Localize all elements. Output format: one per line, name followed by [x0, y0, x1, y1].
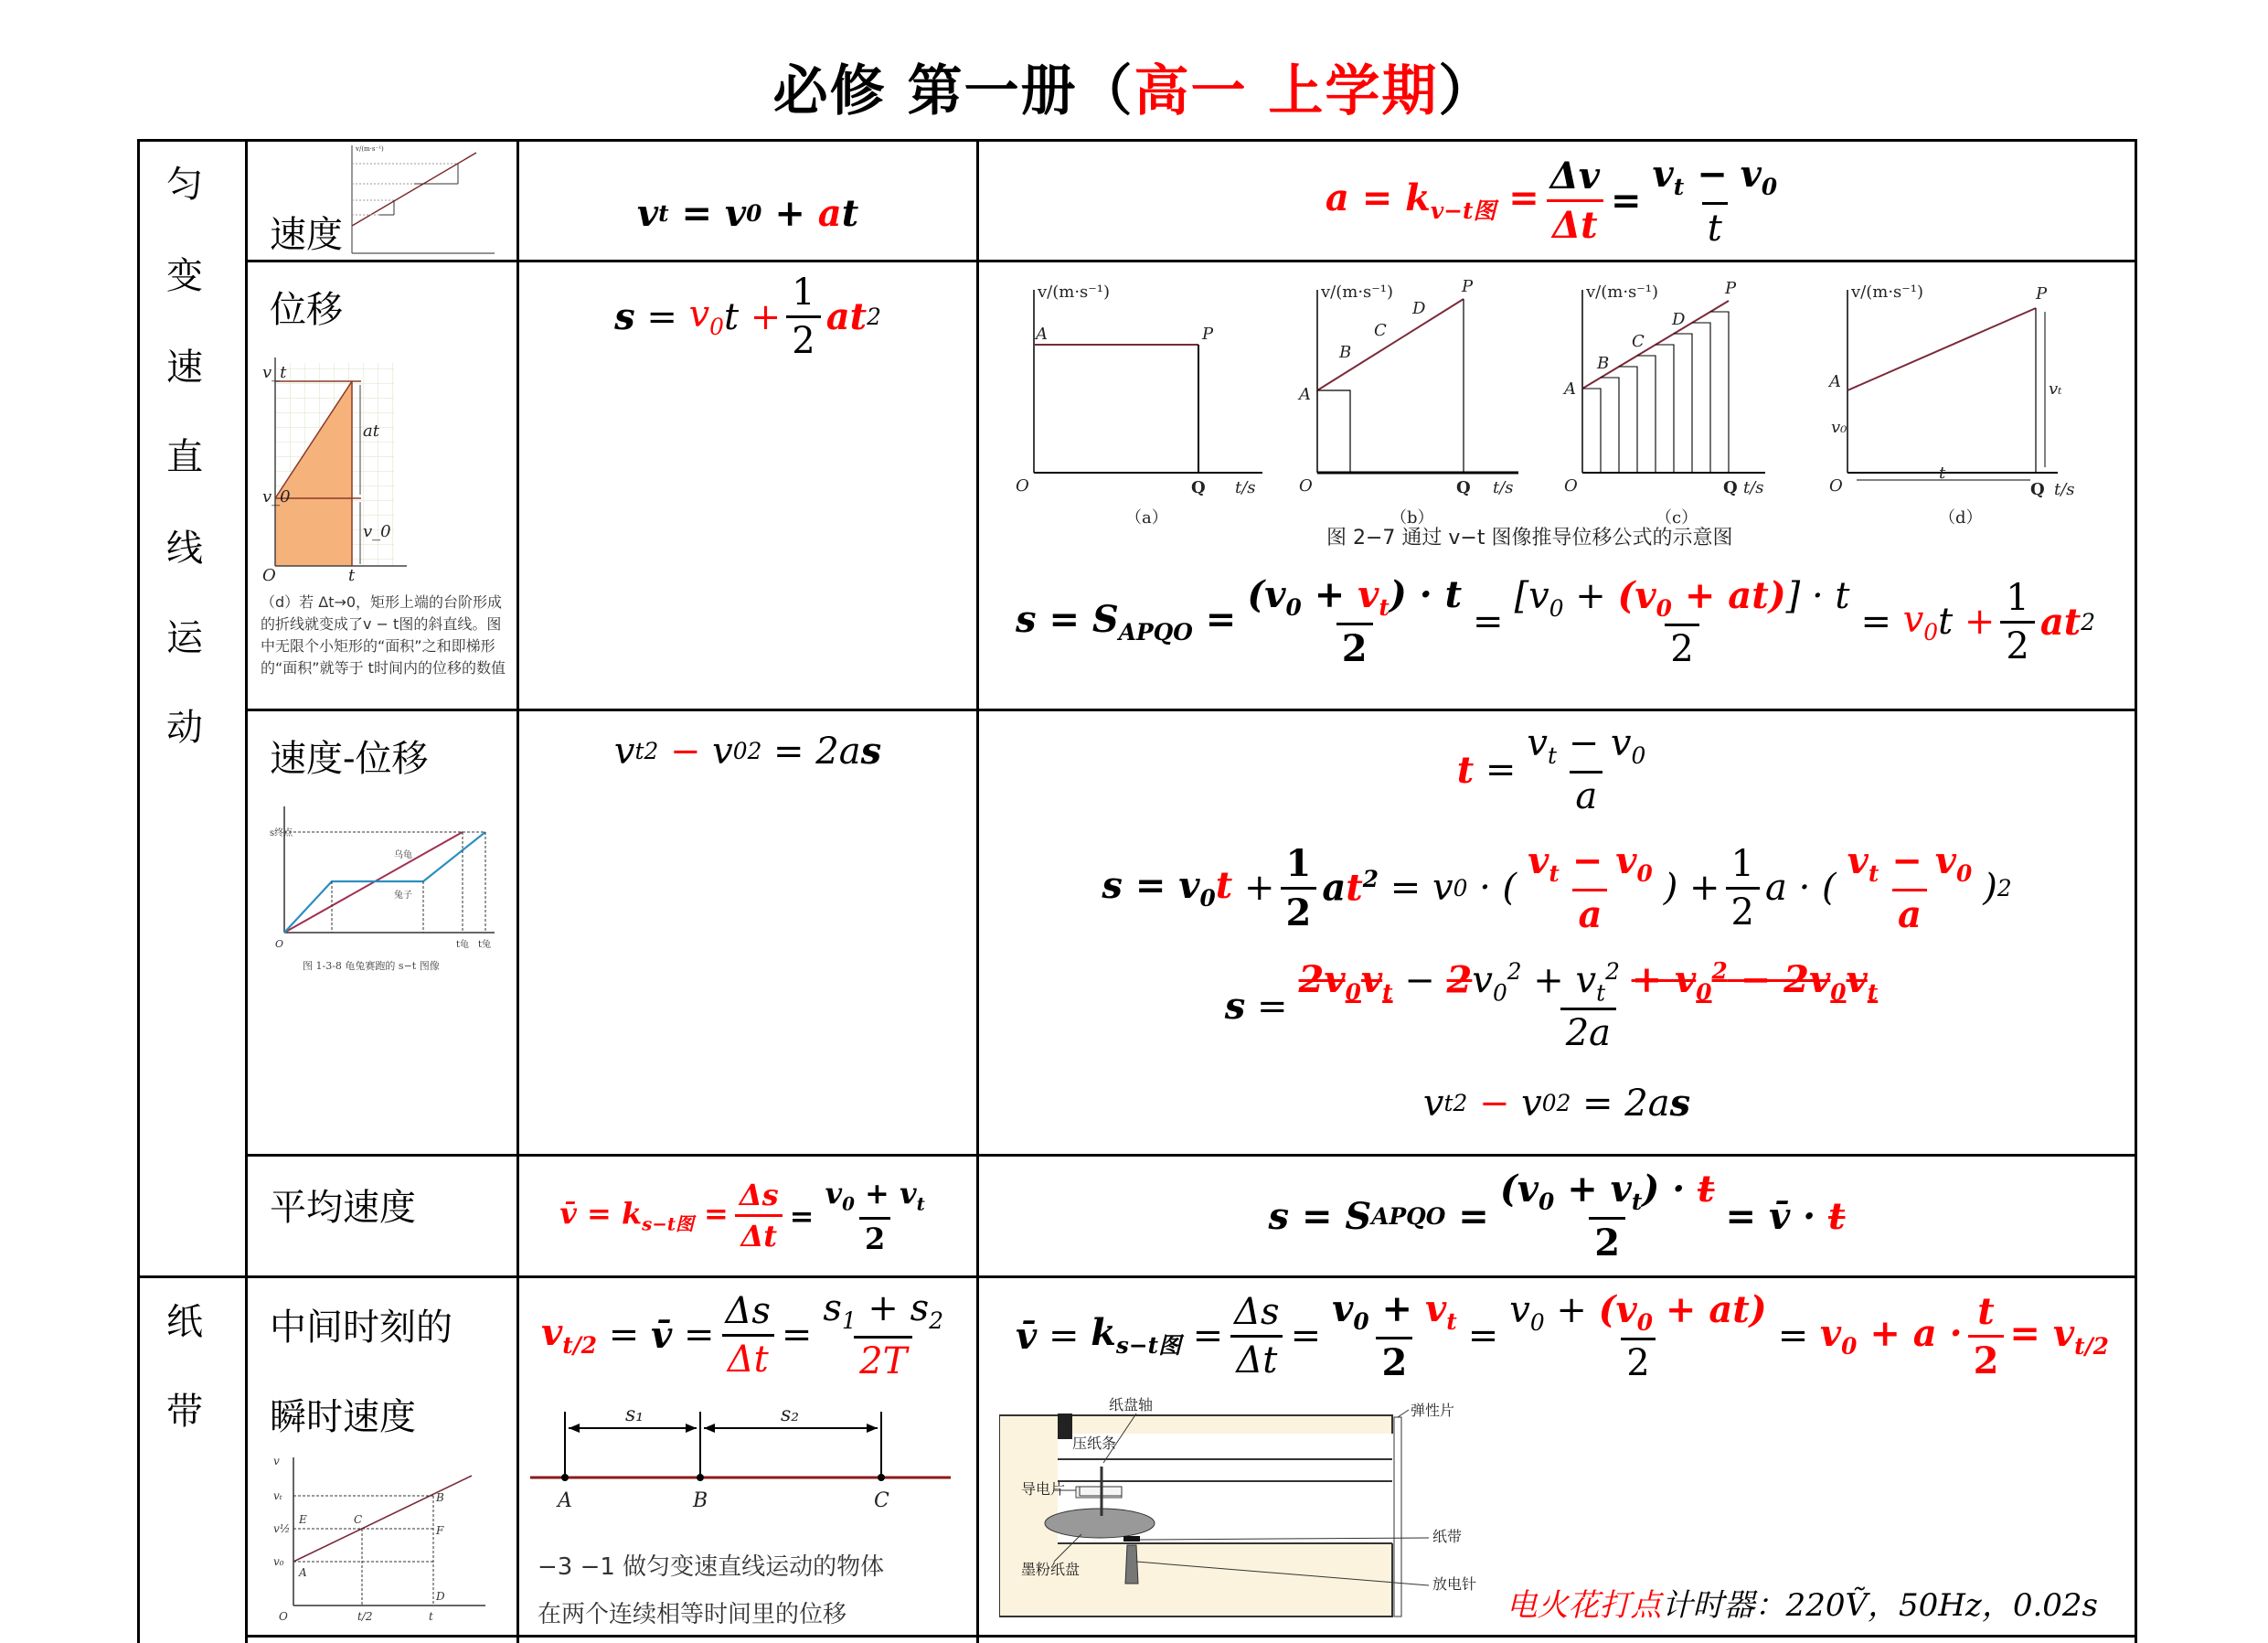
label-vt: v_t [262, 363, 287, 382]
midtime-vt-graph-figure [266, 1452, 504, 1635]
svg-text:A: A [558, 1489, 572, 1512]
svg-text:Q: Q [1191, 478, 1206, 497]
page-title [0, 48, 2268, 126]
svg-text:v₀: v₀ [273, 1555, 284, 1568]
svg-text:t/s: t/s [2054, 480, 2075, 499]
row-average-velocity-derivation [979, 1157, 2135, 1275]
svg-text:vₜ: vₜ [273, 1489, 282, 1502]
title-close: ） [1438, 59, 1496, 123]
formula-average-displacement: s = S APQO = $\frac{(v_0 + v_t) \cdot t}{2}$ = v̄ · t [1268, 1168, 1846, 1264]
label-conductor: 导电片 [1021, 1480, 1066, 1498]
svg-text:E: E [299, 1513, 307, 1526]
tape-caption-line1: −3 −1 做匀变速直线运动的物体 [538, 1553, 885, 1581]
row-velocity-displacement-derivation [979, 711, 2135, 1154]
formula-velocity-displacement: v t 2 − v 0 2 = 2a s [613, 730, 882, 773]
timer-note-red: 电火花打点 [1506, 1587, 1662, 1624]
table-border-right [2135, 139, 2137, 1643]
svg-text:t龟: t龟 [456, 940, 470, 950]
tortoise-hare-st-graph-figure [266, 803, 495, 976]
svg-text:A: A [1564, 379, 1576, 399]
svg-text:兔子: 兔子 [394, 891, 412, 901]
topic-label: 位移 [270, 289, 343, 331]
figure-caption: （d）若 Δt→0，矩形上端的台阶形成的折线就变成了v − t图的斜直线。图中无限个小矩形的“面积”之和即梯形的“面积”就等于 t时间内的位移的数值 [261, 593, 506, 677]
svg-text:（c）: （c） [1656, 508, 1698, 528]
svg-text:B: B [1597, 354, 1610, 373]
paper-tape-segments-figure [530, 1406, 969, 1516]
topic-label: 速度 [270, 214, 343, 256]
svg-text:v/(m·s⁻¹): v/(m·s⁻¹) [1321, 283, 1394, 302]
row-velocity-displacement-topic [248, 711, 516, 1154]
svg-text:C: C [1374, 321, 1387, 340]
svg-text:A: A [299, 1566, 307, 1579]
svg-text:Q: Q [1456, 478, 1471, 497]
section-char: 变 [166, 255, 203, 297]
topic-label: 平均速度 [270, 1187, 416, 1229]
svg-text:P: P [1202, 325, 1214, 344]
timer-note [1507, 1580, 2098, 1625]
svg-text:B: B [436, 1491, 444, 1504]
section-char: 线 [166, 528, 203, 570]
label-press: 压纸条 [1072, 1435, 1117, 1452]
formula-expansion: s = $\frac{2v_0v_t - 2v_0^2 + v_t^2 + v_0^2 - 2v_0v_t}{2a}$ [1224, 958, 1879, 1055]
vt-area-graph-figure [261, 354, 443, 582]
row-midtime-velocity-formula [519, 1278, 976, 1635]
svg-text:v½: v½ [273, 1522, 291, 1535]
section-char: 带 [166, 1391, 203, 1433]
svg-text:D: D [436, 1590, 445, 1603]
svg-text:图 1-3-8 龟兔赛跑的 s−t 图像: 图 1-3-8 龟兔赛跑的 s−t 图像 [303, 960, 440, 972]
svg-text:（b）: （b） [1390, 508, 1434, 528]
svg-text:Q: Q [2030, 480, 2045, 499]
title-red: 高一 上学期 [1134, 59, 1439, 123]
velocity-graph-figure [339, 142, 504, 259]
row-divider [245, 1635, 2137, 1638]
row-midtime-velocity-derivation [979, 1278, 2135, 1635]
topic-label-line1: 中间时刻的 [270, 1307, 453, 1349]
svg-text:Q: Q [1723, 478, 1738, 497]
svg-text:D: D [1672, 310, 1686, 329]
formula-time-elim: t = $\frac{v_t - v_0}{a}$ [1456, 722, 1646, 817]
label-v0: v_0 [262, 487, 291, 507]
svg-text:s₁: s₁ [625, 1406, 644, 1426]
svg-text:t/s: t/s [1493, 478, 1514, 497]
formula-acceleration-slope: $a = k_{v-t图}$ = $\frac{\Delta v}{\Delta t}$ = $\frac{v_t - v_0}{t}$ [1325, 152, 1778, 250]
svg-text:C: C [874, 1489, 889, 1512]
svg-text:v/(m·s⁻¹): v/(m·s⁻¹) [356, 145, 384, 153]
svg-text:O: O [1299, 476, 1313, 496]
panel-b [1297, 277, 1518, 528]
section-char: 速 [166, 347, 203, 389]
row-velocity-topic [248, 142, 516, 260]
svg-text:v/(m·s⁻¹): v/(m·s⁻¹) [1851, 283, 1924, 302]
svg-text:t兔: t兔 [478, 940, 492, 950]
row-velocity-formula [519, 142, 976, 260]
section-char: 动 [166, 707, 203, 749]
svg-text:v: v [273, 1455, 280, 1467]
row-average-velocity-topic [248, 1157, 516, 1275]
svg-text:O: O [279, 1610, 288, 1623]
svg-text:B: B [693, 1489, 708, 1512]
formula-average-velocity: v̄ = $k_{s-t图}$ = $\frac{\Delta s}{\Delta t}$ = $\frac{v_0 + v_t}{2}$ [559, 1176, 925, 1256]
formula-displacement: s = $v_0$ t + $\frac{1}{2}$ at 2 [614, 272, 881, 362]
svg-text:v/(m·s⁻¹): v/(m·s⁻¹) [1038, 283, 1111, 302]
section-char: 纸 [166, 1301, 203, 1343]
panel-d [1827, 283, 2075, 528]
row-midtime-velocity-topic [248, 1278, 516, 1635]
svg-text:A: A [1299, 385, 1311, 404]
svg-text:C: C [1632, 332, 1645, 351]
label-v0-seg: v_0 [363, 522, 391, 541]
row-displacement-formula [519, 262, 976, 709]
svg-text:（d）: （d） [1939, 508, 1983, 528]
svg-text:P: P [1725, 279, 1737, 298]
row-displacement-derivation [979, 262, 2135, 709]
svg-text:O: O [1564, 476, 1578, 496]
label-t: t [348, 566, 356, 582]
section-char: 运 [166, 617, 203, 659]
svg-text:O: O [1829, 476, 1843, 496]
tape-caption [538, 1543, 884, 1635]
formula-displacement-area: $s = S_{APQO}$ = $\frac{(v_0 + v_t) \cdot t}{2}$ = $\frac{[v_0 + (v_0 + at)] \cdot t}{2}$ = $v_0$ t + $\frac{1}{2}$ at 2 [1016, 573, 2096, 670]
section-char: 直 [166, 436, 203, 478]
svg-text:A: A [1036, 325, 1048, 344]
spark-timer-figure [999, 1397, 1511, 1626]
row-velocity-derivation [979, 142, 2135, 260]
formula-midtime-velocity: $v_{t/2}$ = v̄ = $\frac{\Delta s}{\Delta t}$ = $\frac{s_1 + s_2}{2T}$ [541, 1287, 943, 1382]
svg-text:t: t [429, 1610, 433, 1623]
tape-caption-line2: 在两个连续相等时间里的位移 [538, 1601, 847, 1628]
svg-text:v₀: v₀ [1831, 418, 1847, 437]
svg-text:s₂: s₂ [781, 1406, 800, 1426]
panel-a [1016, 283, 1262, 528]
svg-text:O: O [1016, 476, 1029, 496]
formula-table [137, 139, 2137, 1643]
figure-caption: 图 2−7 通过 v−t 图像推导位移公式的示意图 [1326, 527, 1733, 549]
label-at: at [363, 421, 379, 441]
svg-text:t/s: t/s [1235, 478, 1256, 497]
svg-text:t/2: t/2 [357, 1610, 373, 1623]
svg-text:D: D [1412, 299, 1426, 318]
svg-text:A: A [1829, 372, 1841, 391]
label-shaft: 纸盘轴 [1109, 1397, 1154, 1414]
svg-text:O: O [275, 938, 284, 950]
svg-text:P: P [1462, 277, 1474, 296]
label-tape: 纸带 [1432, 1528, 1463, 1545]
topic-label-line2: 瞬时速度 [270, 1396, 416, 1438]
formula-midtime-derivation: v̄ = $k_{s-t图}$ = $\frac{\Delta s}{\Delta t}$ = $\frac{v_0 + v_t}{2}$ = $\frac{v_0 + (v_0 + at)}{2}$ = $v_0 + a$ · $\frac{t}{2}$ = $v_{t/2}$ [1016, 1287, 2109, 1384]
panel-c [1562, 279, 1765, 528]
label-origin: O [262, 566, 276, 582]
label-disc: 墨粉纸盘 [1021, 1561, 1081, 1578]
svg-text:B: B [1339, 343, 1352, 362]
timer-note-black: 计时器：220Ṽ，50Hz，0.02s [1661, 1587, 2098, 1624]
label-needle: 放电针 [1432, 1575, 1477, 1593]
formula-velocity: v t = v 0 + a t [636, 192, 859, 235]
svg-text:C: C [354, 1513, 363, 1526]
row-displacement-topic [248, 262, 516, 709]
label-spring: 弹性片 [1411, 1402, 1455, 1419]
row-average-velocity-formula [519, 1157, 976, 1275]
svg-text:（a）: （a） [1125, 508, 1168, 528]
svg-text:s终点: s终点 [270, 828, 293, 838]
svg-text:t/s: t/s [1743, 478, 1764, 497]
svg-text:v/(m·s⁻¹): v/(m·s⁻¹) [1586, 283, 1659, 302]
row-velocity-displacement-formula [519, 711, 976, 1154]
svg-text:F: F [436, 1524, 444, 1537]
formula-result: v t 2 − v 0 2 = 2a s [1422, 1082, 1691, 1125]
svg-text:乌龟: 乌龟 [394, 850, 412, 860]
svg-text:P: P [2036, 284, 2048, 304]
svg-text:vₜ: vₜ [2049, 379, 2062, 399]
formula-substitution: $s = v_0t$ + $\frac{1}{2}$ $at^2$ = v 0 · ( $\frac{v_t - v_0}{a}$ ) + $\frac{1}{2}$ a · ( $\frac{v_t - v_0}{a}$ ) 2 [1102, 839, 2012, 936]
svg-text:t: t [1939, 464, 1946, 483]
topic-label: 速度-位移 [270, 738, 429, 780]
table-border-left [137, 139, 140, 1643]
section-char: 匀 [166, 164, 203, 206]
vt-derivation-panels-figure [1016, 272, 2094, 546]
title-black: 必修 第一册（ [772, 59, 1134, 123]
